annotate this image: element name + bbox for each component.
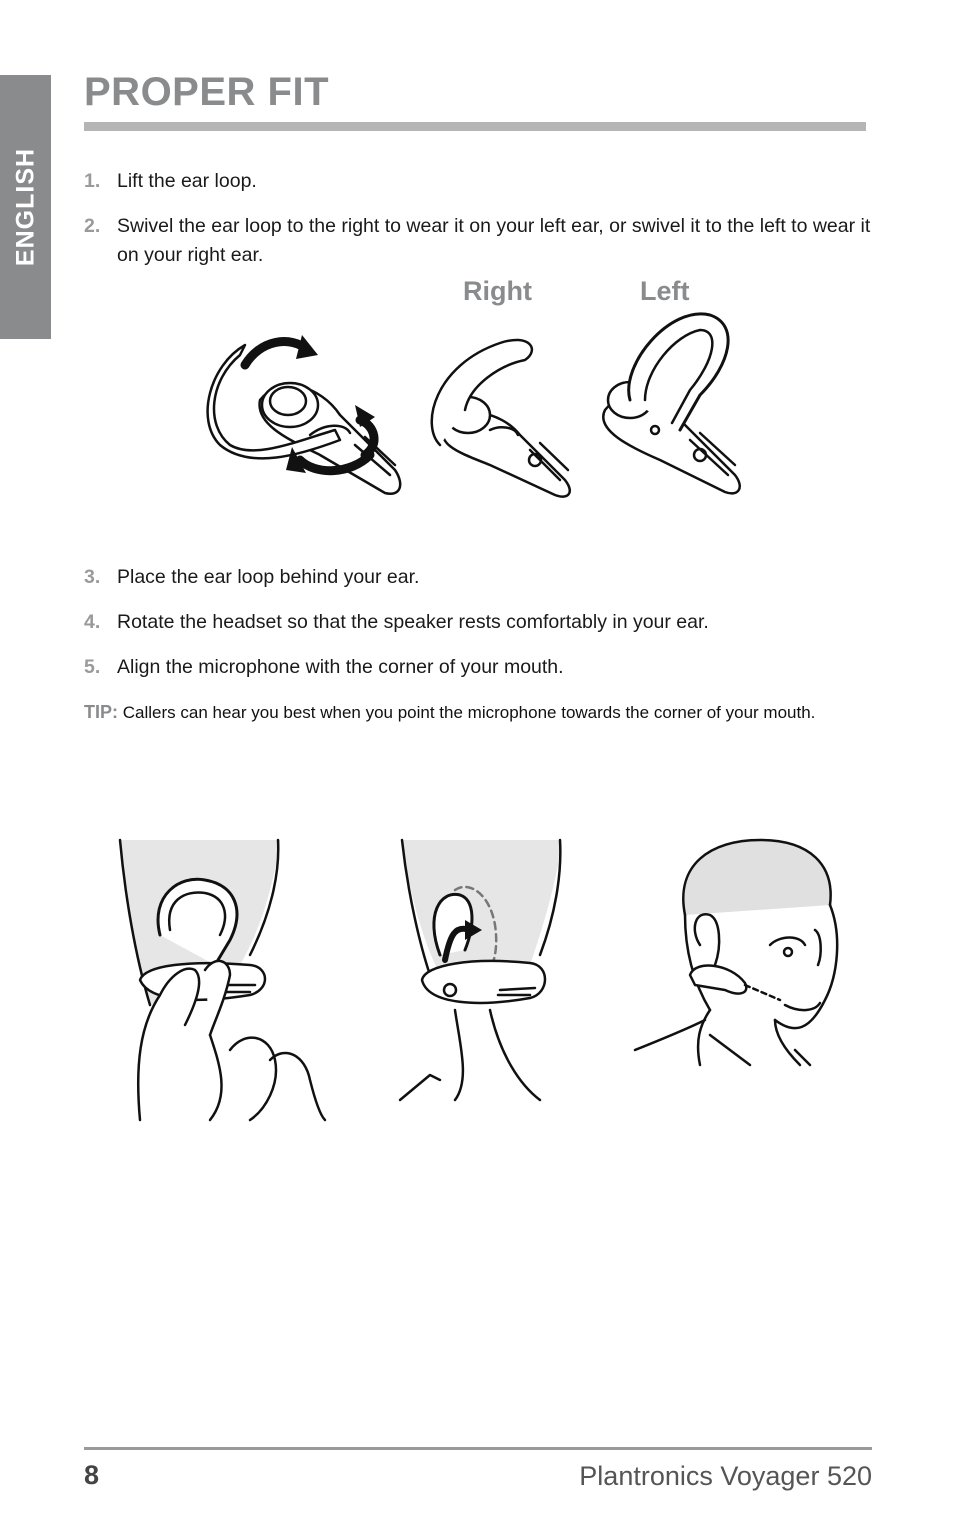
language-label: ENGLISH (11, 147, 39, 267)
rotate-headset-figure (400, 840, 560, 1100)
page-number: 8 (84, 1460, 100, 1490)
footer-divider (84, 1447, 872, 1450)
tip-text: Callers can hear you best when you point the microphone towards the corner of your mouth. (122, 703, 816, 722)
headset-right-figure (432, 340, 570, 497)
left-label: Left (640, 276, 690, 306)
title-divider (84, 122, 866, 131)
product-name: Plantronics Voyager 520 (579, 1461, 872, 1491)
step-number: 2. (84, 215, 101, 237)
step-text: Align the microphone with the corner of your mouth. (117, 656, 564, 678)
tip-label: TIP: (84, 702, 118, 722)
fitting-illustrations (110, 835, 870, 1125)
step-3 (84, 563, 874, 592)
step-text: Lift the ear loop. (117, 170, 257, 192)
right-label: Right (463, 276, 532, 306)
step-4 (84, 608, 874, 637)
place-loop-figure (120, 840, 325, 1120)
step-number: 5. (84, 656, 101, 678)
headset-left-figure (603, 314, 739, 494)
headset-swivel-illustration (200, 305, 760, 505)
step-number: 1. (84, 170, 101, 192)
step-text: Place the ear loop behind your ear. (117, 566, 420, 588)
step-1 (84, 167, 874, 196)
step-number: 3. (84, 566, 101, 588)
page-title: PROPER FIT (84, 70, 330, 114)
tip-paragraph (84, 698, 874, 727)
wearing-headset-figure (635, 840, 837, 1065)
step-number: 4. (84, 611, 101, 633)
step-2 (84, 212, 874, 270)
step-text: Rotate the headset so that the speaker rests comfortably in your ear. (117, 611, 709, 633)
language-side-tab (0, 75, 51, 339)
step-text: Swivel the ear loop to the right to wear it on your left ear, or swivel it to the left to wear it on your right ear. (117, 215, 871, 266)
step-5 (84, 653, 874, 682)
